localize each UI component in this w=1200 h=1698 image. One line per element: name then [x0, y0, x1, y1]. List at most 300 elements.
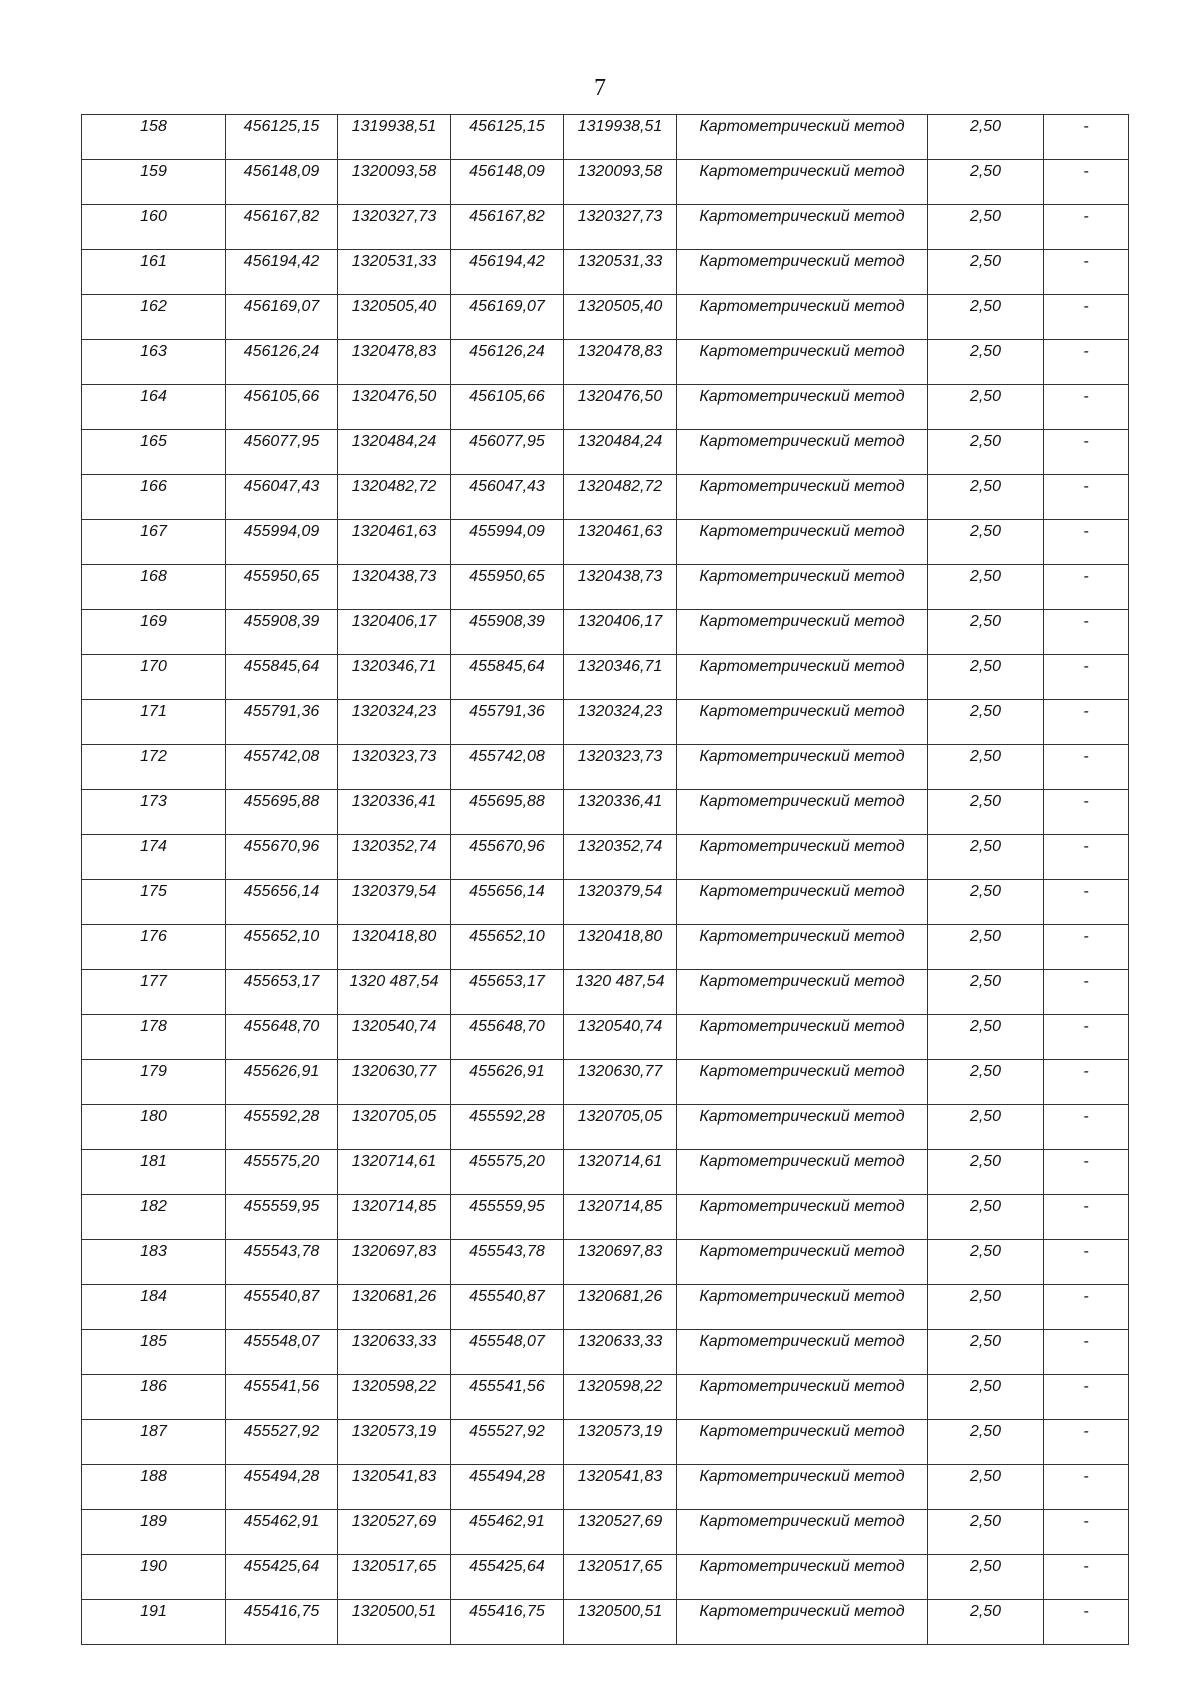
refined-x-cell: 455652,10	[451, 925, 564, 970]
existing-y-cell: 1320438,73	[338, 565, 451, 610]
existing-x-cell: 456047,43	[226, 475, 338, 520]
refined-x-cell: 456047,43	[451, 475, 564, 520]
refined-x-cell: 456194,42	[451, 250, 564, 295]
table-row	[82, 1600, 1129, 1645]
method-cell: Картометрический метод	[677, 1240, 928, 1285]
existing-x-cell: 455462,91	[226, 1510, 338, 1555]
method-cell: Картометрический метод	[677, 790, 928, 835]
existing-y-cell: 1320527,69	[338, 1510, 451, 1555]
existing-y-cell: 1320630,77	[338, 1060, 451, 1105]
method-cell: Картометрический метод	[677, 1330, 928, 1375]
accuracy-cell: 2,50	[928, 340, 1044, 385]
accuracy-cell: 2,50	[928, 610, 1044, 655]
refined-x-cell: 455695,88	[451, 790, 564, 835]
method-cell: Картометрический метод	[677, 520, 928, 565]
table-row	[82, 520, 1129, 565]
method-cell: Картометрический метод	[677, 1510, 928, 1555]
existing-x-cell: 455653,17	[226, 970, 338, 1015]
accuracy-cell: 2,50	[928, 1195, 1044, 1240]
existing-y-cell: 1320324,23	[338, 700, 451, 745]
accuracy-cell: 2,50	[928, 295, 1044, 340]
accuracy-cell: 2,50	[928, 205, 1044, 250]
table-row	[82, 385, 1129, 430]
dash-cell: -	[1044, 835, 1129, 880]
refined-y-cell: 1320484,24	[564, 430, 677, 475]
refined-y-cell: 1319938,51	[564, 115, 677, 160]
existing-x-cell: 456105,66	[226, 385, 338, 430]
existing-x-cell: 455652,10	[226, 925, 338, 970]
table-row	[82, 295, 1129, 340]
existing-x-cell: 455656,14	[226, 880, 338, 925]
refined-y-cell: 1320352,74	[564, 835, 677, 880]
existing-x-cell: 455548,07	[226, 1330, 338, 1375]
existing-y-cell: 1320406,17	[338, 610, 451, 655]
accuracy-cell: 2,50	[928, 970, 1044, 1015]
table-row	[82, 790, 1129, 835]
table-row	[82, 340, 1129, 385]
table-row	[82, 655, 1129, 700]
point-number-cell: 183	[82, 1240, 226, 1285]
table-row	[82, 565, 1129, 610]
accuracy-cell: 2,50	[928, 1240, 1044, 1285]
dash-cell: -	[1044, 610, 1129, 655]
accuracy-cell: 2,50	[928, 1375, 1044, 1420]
refined-x-cell: 455994,09	[451, 520, 564, 565]
accuracy-cell: 2,50	[928, 1285, 1044, 1330]
refined-y-cell: 1320478,83	[564, 340, 677, 385]
existing-x-cell: 455908,39	[226, 610, 338, 655]
existing-y-cell: 1319938,51	[338, 115, 451, 160]
refined-y-cell: 1320418,80	[564, 925, 677, 970]
point-number-cell: 173	[82, 790, 226, 835]
refined-x-cell: 456167,82	[451, 205, 564, 250]
dash-cell: -	[1044, 295, 1129, 340]
method-cell: Картометрический метод	[677, 610, 928, 655]
accuracy-cell: 2,50	[928, 115, 1044, 160]
existing-x-cell: 456169,07	[226, 295, 338, 340]
table-row	[82, 835, 1129, 880]
method-cell: Картометрический метод	[677, 1555, 928, 1600]
existing-x-cell: 455575,20	[226, 1150, 338, 1195]
existing-y-cell: 1320697,83	[338, 1240, 451, 1285]
method-cell: Картометрический метод	[677, 835, 928, 880]
existing-y-cell: 1320418,80	[338, 925, 451, 970]
accuracy-cell: 2,50	[928, 1105, 1044, 1150]
refined-y-cell: 1320531,33	[564, 250, 677, 295]
table-row	[82, 1420, 1129, 1465]
refined-y-cell: 1320 487,54	[564, 970, 677, 1015]
point-number-cell: 159	[82, 160, 226, 205]
dash-cell: -	[1044, 385, 1129, 430]
method-cell: Картометрический метод	[677, 475, 928, 520]
existing-x-cell: 456077,95	[226, 430, 338, 475]
dash-cell: -	[1044, 1465, 1129, 1510]
dash-cell: -	[1044, 1015, 1129, 1060]
accuracy-cell: 2,50	[928, 1015, 1044, 1060]
accuracy-cell: 2,50	[928, 1600, 1044, 1645]
point-number-cell: 189	[82, 1510, 226, 1555]
table-row	[82, 1465, 1129, 1510]
point-number-cell: 184	[82, 1285, 226, 1330]
refined-y-cell: 1320327,73	[564, 205, 677, 250]
existing-y-cell: 1320541,83	[338, 1465, 451, 1510]
refined-x-cell: 455559,95	[451, 1195, 564, 1240]
method-cell: Картометрический метод	[677, 1375, 928, 1420]
accuracy-cell: 2,50	[928, 385, 1044, 430]
existing-y-cell: 1320714,61	[338, 1150, 451, 1195]
refined-x-cell: 456077,95	[451, 430, 564, 475]
table-row	[82, 1105, 1129, 1150]
existing-x-cell: 455742,08	[226, 745, 338, 790]
dash-cell: -	[1044, 160, 1129, 205]
point-number-cell: 161	[82, 250, 226, 295]
refined-x-cell: 455656,14	[451, 880, 564, 925]
dash-cell: -	[1044, 880, 1129, 925]
existing-y-cell: 1320323,73	[338, 745, 451, 790]
table-row	[82, 1015, 1129, 1060]
existing-x-cell: 455695,88	[226, 790, 338, 835]
accuracy-cell: 2,50	[928, 1420, 1044, 1465]
point-number-cell: 171	[82, 700, 226, 745]
existing-y-cell: 1320681,26	[338, 1285, 451, 1330]
table-row	[82, 1240, 1129, 1285]
point-number-cell: 160	[82, 205, 226, 250]
method-cell: Картометрический метод	[677, 1600, 928, 1645]
existing-x-cell: 455425,64	[226, 1555, 338, 1600]
method-cell: Картометрический метод	[677, 1060, 928, 1105]
refined-y-cell: 1320633,33	[564, 1330, 677, 1375]
dash-cell: -	[1044, 970, 1129, 1015]
method-cell: Картометрический метод	[677, 655, 928, 700]
refined-x-cell: 456125,15	[451, 115, 564, 160]
table-row	[82, 1150, 1129, 1195]
table-row	[82, 475, 1129, 520]
refined-x-cell: 455462,91	[451, 1510, 564, 1555]
refined-x-cell: 455653,17	[451, 970, 564, 1015]
method-cell: Картометрический метод	[677, 385, 928, 430]
refined-x-cell: 455648,70	[451, 1015, 564, 1060]
point-number-cell: 187	[82, 1420, 226, 1465]
table-row	[82, 1285, 1129, 1330]
point-number-cell: 167	[82, 520, 226, 565]
table-row	[82, 1060, 1129, 1105]
method-cell: Картометрический метод	[677, 700, 928, 745]
dash-cell: -	[1044, 925, 1129, 970]
refined-y-cell: 1320630,77	[564, 1060, 677, 1105]
refined-x-cell: 455742,08	[451, 745, 564, 790]
point-number-cell: 179	[82, 1060, 226, 1105]
method-cell: Картометрический метод	[677, 115, 928, 160]
accuracy-cell: 2,50	[928, 655, 1044, 700]
method-cell: Картометрический метод	[677, 1105, 928, 1150]
existing-x-cell: 456126,24	[226, 340, 338, 385]
refined-y-cell: 1320346,71	[564, 655, 677, 700]
existing-y-cell: 1320505,40	[338, 295, 451, 340]
point-number-cell: 169	[82, 610, 226, 655]
refined-x-cell: 455791,36	[451, 700, 564, 745]
refined-x-cell: 455425,64	[451, 1555, 564, 1600]
refined-x-cell: 455548,07	[451, 1330, 564, 1375]
coordinates-table	[81, 114, 1129, 1645]
accuracy-cell: 2,50	[928, 160, 1044, 205]
refined-y-cell: 1320541,83	[564, 1465, 677, 1510]
dash-cell: -	[1044, 790, 1129, 835]
refined-y-cell: 1320500,51	[564, 1600, 677, 1645]
method-cell: Картометрический метод	[677, 565, 928, 610]
refined-y-cell: 1320476,50	[564, 385, 677, 430]
refined-y-cell: 1320505,40	[564, 295, 677, 340]
method-cell: Картометрический метод	[677, 295, 928, 340]
dash-cell: -	[1044, 520, 1129, 565]
existing-y-cell: 1320482,72	[338, 475, 451, 520]
refined-y-cell: 1320438,73	[564, 565, 677, 610]
refined-x-cell: 455541,56	[451, 1375, 564, 1420]
point-number-cell: 164	[82, 385, 226, 430]
accuracy-cell: 2,50	[928, 475, 1044, 520]
existing-y-cell: 1320484,24	[338, 430, 451, 475]
refined-x-cell: 455575,20	[451, 1150, 564, 1195]
accuracy-cell: 2,50	[928, 565, 1044, 610]
existing-y-cell: 1320327,73	[338, 205, 451, 250]
page-number: 7	[594, 75, 606, 101]
method-cell: Картометрический метод	[677, 1015, 928, 1060]
accuracy-cell: 2,50	[928, 250, 1044, 295]
dash-cell: -	[1044, 1150, 1129, 1195]
method-cell: Картометрический метод	[677, 430, 928, 475]
point-number-cell: 163	[82, 340, 226, 385]
dash-cell: -	[1044, 1420, 1129, 1465]
method-cell: Картометрический метод	[677, 1195, 928, 1240]
existing-y-cell: 1320379,54	[338, 880, 451, 925]
refined-y-cell: 1320540,74	[564, 1015, 677, 1060]
table-row	[82, 115, 1129, 160]
existing-y-cell: 1320093,58	[338, 160, 451, 205]
point-number-cell: 177	[82, 970, 226, 1015]
refined-y-cell: 1320517,65	[564, 1555, 677, 1600]
accuracy-cell: 2,50	[928, 1150, 1044, 1195]
dash-cell: -	[1044, 115, 1129, 160]
existing-x-cell: 455559,95	[226, 1195, 338, 1240]
table-row	[82, 745, 1129, 790]
table-row	[82, 970, 1129, 1015]
method-cell: Картометрический метод	[677, 250, 928, 295]
point-number-cell: 168	[82, 565, 226, 610]
refined-y-cell: 1320379,54	[564, 880, 677, 925]
dash-cell: -	[1044, 1510, 1129, 1555]
method-cell: Картометрический метод	[677, 1285, 928, 1330]
table-row	[82, 700, 1129, 745]
accuracy-cell: 2,50	[928, 880, 1044, 925]
refined-y-cell: 1320573,19	[564, 1420, 677, 1465]
existing-x-cell: 455494,28	[226, 1465, 338, 1510]
existing-y-cell: 1320573,19	[338, 1420, 451, 1465]
table-row	[82, 1375, 1129, 1420]
table-row	[82, 880, 1129, 925]
point-number-cell: 180	[82, 1105, 226, 1150]
point-number-cell: 165	[82, 430, 226, 475]
existing-y-cell: 1320598,22	[338, 1375, 451, 1420]
existing-x-cell: 455648,70	[226, 1015, 338, 1060]
refined-y-cell: 1320598,22	[564, 1375, 677, 1420]
method-cell: Картометрический метод	[677, 1150, 928, 1195]
existing-x-cell: 455543,78	[226, 1240, 338, 1285]
refined-y-cell: 1320461,63	[564, 520, 677, 565]
refined-x-cell: 456126,24	[451, 340, 564, 385]
point-number-cell: 166	[82, 475, 226, 520]
point-number-cell: 181	[82, 1150, 226, 1195]
accuracy-cell: 2,50	[928, 1555, 1044, 1600]
accuracy-cell: 2,50	[928, 745, 1044, 790]
existing-x-cell: 455416,75	[226, 1600, 338, 1645]
method-cell: Картометрический метод	[677, 1465, 928, 1510]
point-number-cell: 182	[82, 1195, 226, 1240]
dash-cell: -	[1044, 475, 1129, 520]
dash-cell: -	[1044, 1375, 1129, 1420]
point-number-cell: 188	[82, 1465, 226, 1510]
existing-x-cell: 455950,65	[226, 565, 338, 610]
refined-x-cell: 455670,96	[451, 835, 564, 880]
existing-y-cell: 1320478,83	[338, 340, 451, 385]
dash-cell: -	[1044, 1105, 1129, 1150]
existing-y-cell: 1320352,74	[338, 835, 451, 880]
refined-y-cell: 1320681,26	[564, 1285, 677, 1330]
existing-x-cell: 455994,09	[226, 520, 338, 565]
accuracy-cell: 2,50	[928, 700, 1044, 745]
dash-cell: -	[1044, 745, 1129, 790]
point-number-cell: 176	[82, 925, 226, 970]
existing-x-cell: 456194,42	[226, 250, 338, 295]
existing-y-cell: 1320633,33	[338, 1330, 451, 1375]
point-number-cell: 191	[82, 1600, 226, 1645]
point-number-cell: 185	[82, 1330, 226, 1375]
accuracy-cell: 2,50	[928, 1330, 1044, 1375]
existing-x-cell: 456148,09	[226, 160, 338, 205]
table-row	[82, 1510, 1129, 1555]
table-row	[82, 1555, 1129, 1600]
table-row	[82, 430, 1129, 475]
method-cell: Картометрический метод	[677, 745, 928, 790]
point-number-cell: 190	[82, 1555, 226, 1600]
existing-x-cell: 455670,96	[226, 835, 338, 880]
existing-y-cell: 1320714,85	[338, 1195, 451, 1240]
refined-x-cell: 456169,07	[451, 295, 564, 340]
accuracy-cell: 2,50	[928, 1060, 1044, 1105]
point-number-cell: 172	[82, 745, 226, 790]
refined-y-cell: 1320093,58	[564, 160, 677, 205]
method-cell: Картометрический метод	[677, 970, 928, 1015]
table-row	[82, 1330, 1129, 1375]
accuracy-cell: 2,50	[928, 925, 1044, 970]
point-number-cell: 174	[82, 835, 226, 880]
dash-cell: -	[1044, 1555, 1129, 1600]
existing-y-cell: 1320476,50	[338, 385, 451, 430]
accuracy-cell: 2,50	[928, 1465, 1044, 1510]
refined-y-cell: 1320323,73	[564, 745, 677, 790]
accuracy-cell: 2,50	[928, 790, 1044, 835]
dash-cell: -	[1044, 1240, 1129, 1285]
dash-cell: -	[1044, 250, 1129, 295]
dash-cell: -	[1044, 700, 1129, 745]
table-row	[82, 610, 1129, 655]
refined-x-cell: 455626,91	[451, 1060, 564, 1105]
refined-x-cell: 455416,75	[451, 1600, 564, 1645]
refined-y-cell: 1320714,85	[564, 1195, 677, 1240]
refined-x-cell: 456148,09	[451, 160, 564, 205]
table-row	[82, 925, 1129, 970]
table-row	[82, 160, 1129, 205]
refined-x-cell: 455543,78	[451, 1240, 564, 1285]
existing-y-cell: 1320336,41	[338, 790, 451, 835]
dash-cell: -	[1044, 565, 1129, 610]
existing-y-cell: 1320531,33	[338, 250, 451, 295]
method-cell: Картометрический метод	[677, 880, 928, 925]
existing-x-cell: 455626,91	[226, 1060, 338, 1105]
existing-x-cell: 455540,87	[226, 1285, 338, 1330]
dash-cell: -	[1044, 1330, 1129, 1375]
refined-y-cell: 1320697,83	[564, 1240, 677, 1285]
refined-x-cell: 455494,28	[451, 1465, 564, 1510]
dash-cell: -	[1044, 1195, 1129, 1240]
existing-x-cell: 455845,64	[226, 655, 338, 700]
refined-x-cell: 455950,65	[451, 565, 564, 610]
dash-cell: -	[1044, 205, 1129, 250]
existing-y-cell: 1320517,65	[338, 1555, 451, 1600]
existing-x-cell: 455527,92	[226, 1420, 338, 1465]
dash-cell: -	[1044, 1285, 1129, 1330]
existing-x-cell: 456125,15	[226, 115, 338, 160]
method-cell: Картометрический метод	[677, 925, 928, 970]
accuracy-cell: 2,50	[928, 1510, 1044, 1555]
table-row	[82, 205, 1129, 250]
dash-cell: -	[1044, 430, 1129, 475]
point-number-cell: 186	[82, 1375, 226, 1420]
method-cell: Картометрический метод	[677, 205, 928, 250]
existing-x-cell: 455592,28	[226, 1105, 338, 1150]
refined-x-cell: 455540,87	[451, 1285, 564, 1330]
method-cell: Картометрический метод	[677, 160, 928, 205]
dash-cell: -	[1044, 1600, 1129, 1645]
refined-y-cell: 1320336,41	[564, 790, 677, 835]
accuracy-cell: 2,50	[928, 520, 1044, 565]
refined-y-cell: 1320482,72	[564, 475, 677, 520]
accuracy-cell: 2,50	[928, 430, 1044, 475]
point-number-cell: 178	[82, 1015, 226, 1060]
point-number-cell: 158	[82, 115, 226, 160]
refined-x-cell: 455592,28	[451, 1105, 564, 1150]
dash-cell: -	[1044, 340, 1129, 385]
point-number-cell: 175	[82, 880, 226, 925]
refined-x-cell: 455845,64	[451, 655, 564, 700]
dash-cell: -	[1044, 1060, 1129, 1105]
method-cell: Картометрический метод	[677, 1420, 928, 1465]
existing-y-cell: 1320346,71	[338, 655, 451, 700]
existing-y-cell: 1320500,51	[338, 1600, 451, 1645]
accuracy-cell: 2,50	[928, 835, 1044, 880]
table-row	[82, 250, 1129, 295]
refined-x-cell: 455527,92	[451, 1420, 564, 1465]
dash-cell: -	[1044, 655, 1129, 700]
refined-y-cell: 1320714,61	[564, 1150, 677, 1195]
existing-y-cell: 1320461,63	[338, 520, 451, 565]
table-row	[82, 1195, 1129, 1240]
existing-y-cell: 1320705,05	[338, 1105, 451, 1150]
refined-x-cell: 456105,66	[451, 385, 564, 430]
existing-x-cell: 455541,56	[226, 1375, 338, 1420]
existing-x-cell: 456167,82	[226, 205, 338, 250]
existing-y-cell: 1320 487,54	[338, 970, 451, 1015]
method-cell: Картометрический метод	[677, 340, 928, 385]
refined-y-cell: 1320527,69	[564, 1510, 677, 1555]
